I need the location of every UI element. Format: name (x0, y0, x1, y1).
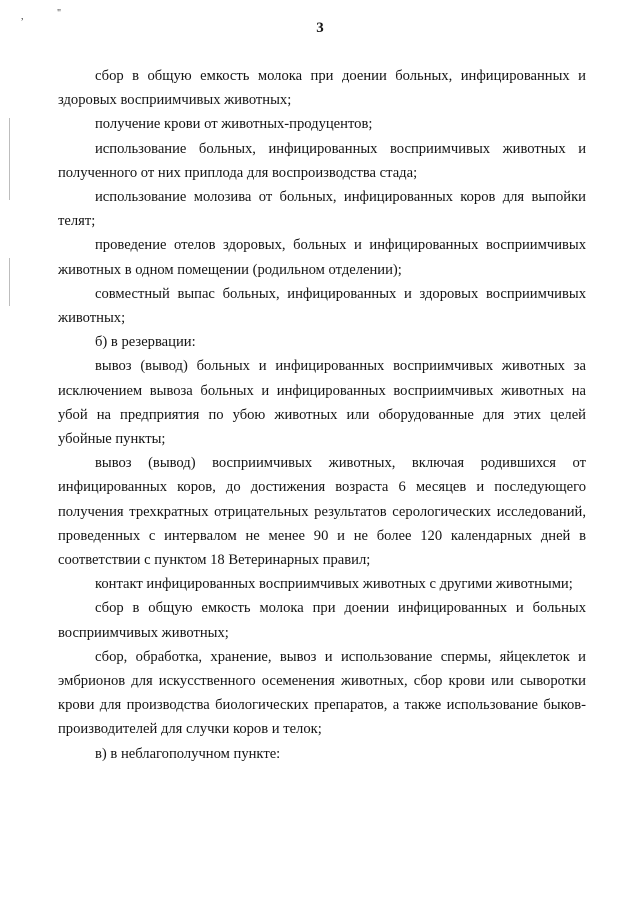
paragraph: проведение отелов здоровых, больных и инфицированных восприимчивых животных в одном помещении (родильном отделении); (58, 237, 586, 278)
paragraph: сбор, обработка, хранение, вывоз и использование спермы, яйцеклеток и эмбрионов для искусственного осеменения животных, сбор крови или сыворотки крови для производства биологических препаратов, а также использование быков-производителей для случки коров и телок; (58, 648, 586, 738)
page-number: 3 (316, 20, 324, 36)
document-text (58, 64, 586, 766)
paragraph: вывоз (вывод) восприимчивых животных, включая родившихся от инфицированных коров, до достижения возраста 6 месяцев и последующего получения трехкратных отрицательных результатов серологических исследований, проведенных с интервалом не менее 90 и не более 120 календарных дней в соответствии с пунктом 18 Ветеринарных правил; (58, 455, 586, 569)
paragraph: сбор в общую емкость молока при доении больных, инфицированных и здоровых восприимчивых животных; (58, 68, 586, 109)
scan-mark: " (57, 8, 62, 19)
scan-edge-line (9, 118, 10, 200)
scan-edge-line (9, 258, 10, 306)
paragraph: сбор в общую емкость молока при доении инфицированных и больных восприимчивых животных; (58, 600, 586, 641)
paragraph: получение крови от животных-продуцентов; (95, 116, 373, 133)
paragraph: вывоз (вывод) больных и инфицированных восприимчивых животных за исключением вывоза больных и инфицированных восприимчивых животных на убой на предприятия по убою животных или оборудованные для этих целей убойные пункты; (58, 358, 586, 448)
section-heading: б) в резервации: (95, 334, 196, 351)
paragraph: использование больных, инфицированных восприимчивых животных и полученного от них приплода для воспроизводства стада; (58, 140, 586, 181)
scan-mark: , (21, 11, 24, 22)
paragraph: использование молозива от больных, инфицированных коров для выпойки телят; (58, 189, 586, 230)
paragraph: совместный выпас больных, инфицированных и здоровых восприимчивых животных; (58, 285, 586, 327)
section-heading: в) в неблагополучном пункте: (95, 745, 281, 762)
paragraph: контакт инфицированных восприимчивых животных с другими животными; (95, 576, 573, 593)
